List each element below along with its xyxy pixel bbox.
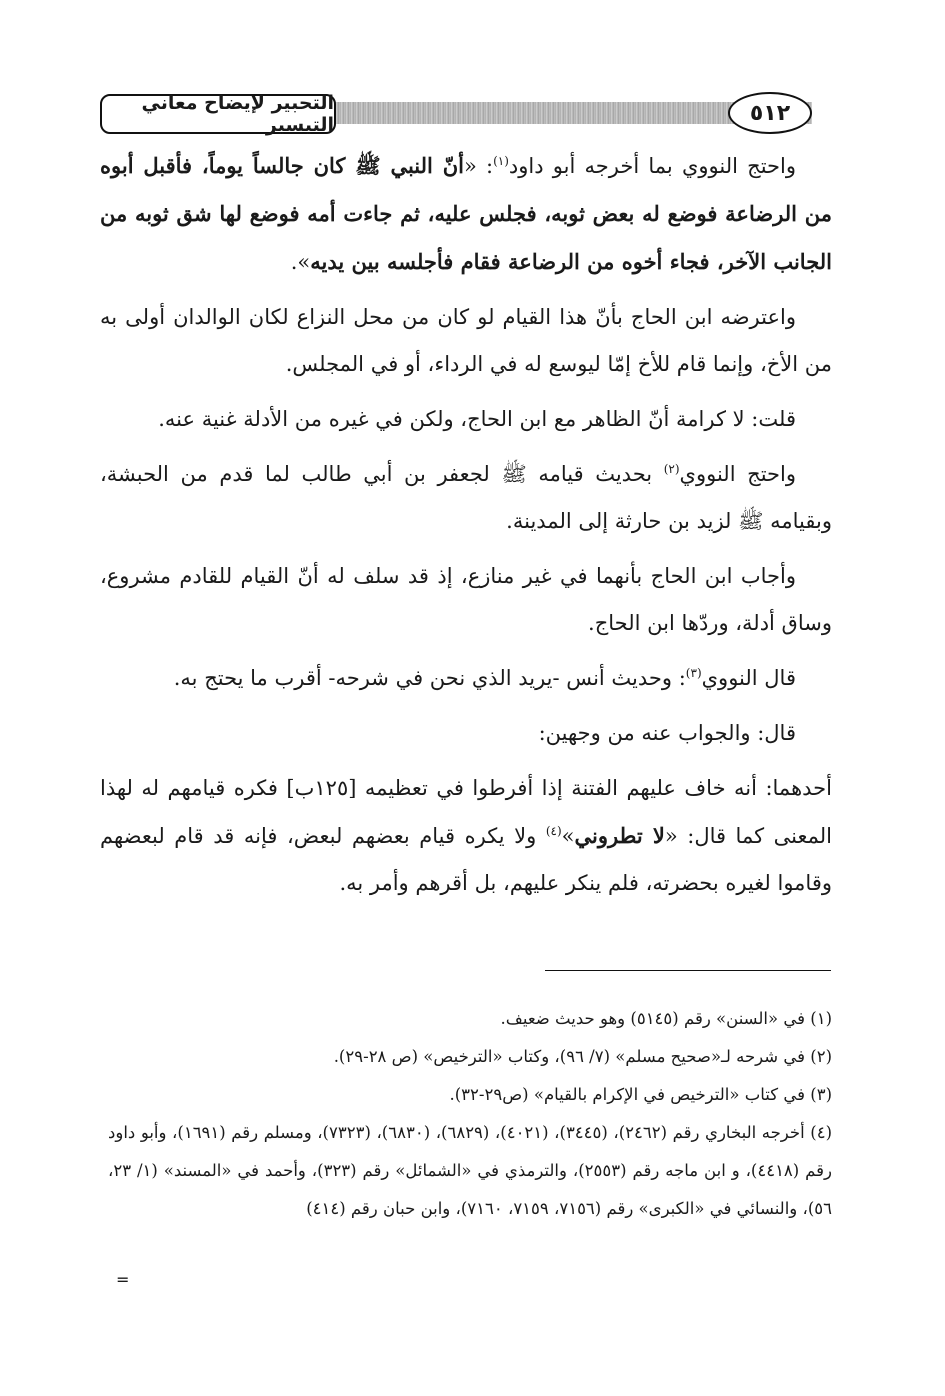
footnotes [108,1000,832,1228]
paragraph-1-quote-close: ». [290,250,311,274]
book-title: التحبير لإيضاح معاني التيسير [100,94,336,134]
paragraph-2: واعترضه ابن الحاج بأنّ هذا القيام لو كان من محل النزاع لكان الوالدان أولى به من الأخ، وإنما قام للأخ إمّا ليوسع له في الرداء، أو في المجلس. [100,305,832,376]
paragraph-8-lead: أحدهما: أنه خاف عليهم الفتنة إذا أفرطوا في تعظيمه [١٢٥ب] فكره قيامهم له لهذا المعنى كما قال: « [100,776,832,848]
footnote-ref-3: (٣) [685,666,702,680]
paragraph-1-lead: واحتج النووي بما أخرجه أبو داود [508,154,796,178]
paragraph-4-tail: بحديث قيامه ﷺ لجعفر بن أبي طالب لما قدم من الحبشة، وبقيامه ﷺ لزيد بن حارثة إلى المدينة. [100,462,832,533]
hadith-quote-1: أنّ النبي ﷺ كان جالساً يوماً، فأقبل أبوه من الرضاعة فوضع له بعض ثوبه، فجلس عليه، ثم جاءت أمه فوضع لها شق ثوبه من الجانب الآخر، فجاء أخوه من الرضاعة فقام فأجلسه بين يديه [100,153,832,274]
paragraph-6-lead: قال النووي [701,666,796,690]
paragraph-8-quote-close: » [561,824,575,848]
footnote-separator [545,970,831,971]
footnote-ref-1: (١) [493,154,509,168]
footnote-ref-2: (٢) [663,462,680,476]
paragraph-6-tail: : وحديث أنس -يريد الذي نحن في شرحه- أقرب ما يحتج به. [173,666,686,690]
main-text [100,142,832,915]
paragraph-8-tail: ولا يكره قيام بعضهم لبعض، فإنه قد قام لبعضهم وقاموا لغيره بحضرته، فلم ينكر عليهم، بل أقرهم وأمر به. [100,824,832,895]
footnote-1: (١) في «السنن» رقم (٥١٤٥) وهو حديث ضعيف. [500,1009,832,1028]
paragraph-5: وأجاب ابن الحاج بأنهما في غير منازع، إذ قد سلف له أنّ القيام للقادم مشروع، وساق أدلة، وردّها ابن الحاج. [100,564,832,635]
paragraph-1-quote-open: : « [463,154,494,178]
paragraph-1 [100,142,832,286]
page-header [100,92,812,138]
paragraph-8 [100,765,832,907]
footnote-3: (٣) في كتاب «الترخيص في الإكرام بالقيام» (ص٢٩-٣٢). [449,1085,832,1104]
page-number: ٥١٢ [728,92,812,134]
footnote-4: (٤) أخرجه البخاري رقم (٢٤٦٢)، (٣٤٤٥)، (٤٠٢١)، (٦٨٢٩)، (٦٨٣٠)، (٧٣٢٣)، ومسلم رقم (١٦٩١)، وأبو داود رقم (٤٤١٨)، و ابن ماجه رقم (٢٥٥٣)، والترمذي في «الشمائل» رقم (٣٢٣)، وأحمد في «المسند» (١/ ٢٣، ٥٦)، والنسائي في «الكبرى» رقم (٧١٥٦، ٧١٥٩، ٧١٦٠)، وابن حبان رقم (٤١٤) [108,1123,833,1218]
paragraph-3: قلت: لا كرامة أنّ الظاهر مع ابن الحاج، ولكن في غيره من الأدلة غنية عنه. [158,407,796,431]
paragraph-4-lead: واحتج النووي [679,462,796,486]
paragraph-6 [100,655,832,702]
hadith-quote-2: لا تطروني [574,823,665,848]
paragraph-4 [100,451,832,545]
continuation-mark: = [116,1270,130,1289]
footnote-ref-4: (٤) [545,824,562,838]
paragraph-7: قال: والجواب عنه من وجهين: [538,721,796,745]
footnote-2: (٢) في شرحه لـ«صحيح مسلم» (٧/ ٩٦)، وكتاب «الترخيص» (ص ٢٨-٢٩). [333,1047,832,1066]
